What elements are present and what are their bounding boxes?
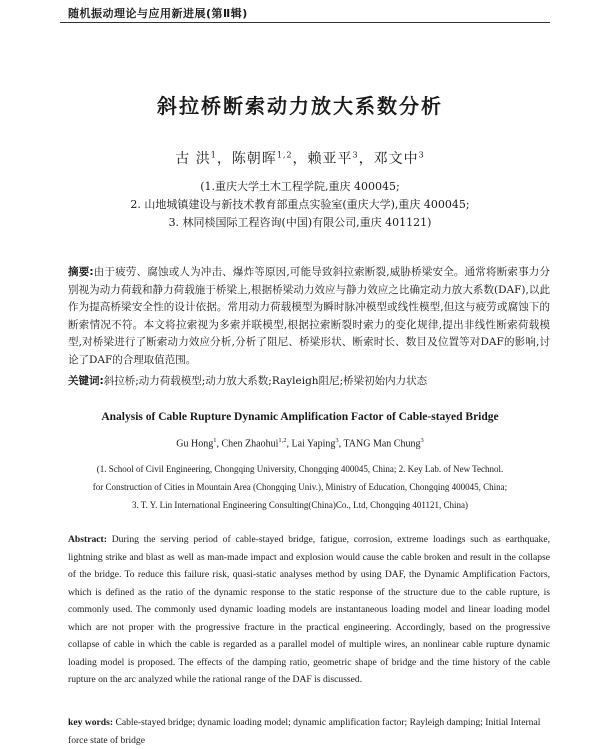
abstract-cn: [68, 264, 550, 370]
abstract-cn-label: 摘要:: [68, 266, 94, 278]
cn-author-affil-mark: 3: [352, 150, 359, 160]
en-author-affil-mark: 1: [213, 437, 217, 444]
cn-author-name: 赖亚平: [307, 151, 353, 167]
en-author-name: Gu Hong: [176, 438, 214, 450]
paper-title-en: Analysis of Cable Rupture Dynamic Amplification Factor of Cable-stayed Bridge: [101, 411, 499, 423]
keywords-en-text: Cable-stayed bridge; dynamic loading model; dynamic amplification factor; Rayleigh damping; Initial Internal force state of bridge: [68, 717, 541, 746]
abstract-en: [68, 531, 550, 689]
cn-author-affil-mark: 1,2: [276, 150, 293, 160]
cn-author-name: 陈朝晖: [231, 151, 277, 167]
en-author-name: Chen Zhaohui: [221, 438, 279, 450]
cn-author-affil-mark: 3: [418, 150, 425, 160]
affiliation-cn-1: (1.重庆大学土木工程学院,重庆 400045;: [200, 180, 400, 193]
abstract-en-text: During the serving period of cable-stayed bridge, fatigue, corrosion, extreme loadings such as earthquake, lightning strike and blast as well as man-made impact and explosion would cause the cable broken and result in the collapse of the bridge. To reduce this failure risk, quasi-static analyses method by using DAF, the Dynamic Amplification Factors, which is defined as the ratio of the dynamic response to the static response of the structure due to the cable rupture, is commonly used. The commonly used dynamic loading models are instantaneous loading model and linear loading model which are not proper with the progressive fracture in the practical engineering. Accordingly, based on the progressive collapse of cable in which the cable is regarded as a parallel model of multiple wires, an nonlinear cable rupture dynamic loading model is proposed. The effects of the damping ratio, geometric shape of bridge and the time history of the cable rupture on the arc analyzed while the rational range of the DAF is discussed.: [68, 534, 550, 685]
affiliation-en-3: 3. T. Y. Lin International Engineering Consulting(China)Co., Ltd, Chongqing 401121, China): [131, 500, 469, 510]
en-author-affil-mark: 3: [420, 437, 424, 444]
cn-author-separator: ，: [216, 151, 232, 167]
affiliation-en-2: for Construction of Cities in Mountain Area (Chongqing Univ.), Ministry of Education, Chongqing 400045, China;: [92, 482, 508, 492]
cn-author-name: 古 洪: [175, 151, 211, 167]
en-author-separator: ,: [286, 438, 292, 450]
en-author-separator: ,: [216, 438, 222, 450]
keywords-en-label: key words:: [68, 717, 114, 728]
cn-author-affil-mark: 1: [210, 150, 217, 160]
en-author-affil-mark: 1,2: [278, 437, 287, 444]
affiliation-cn-2: 2. 山地城镇建设与新技术教育部重点实验室(重庆大学),重庆 400045;: [130, 198, 470, 211]
en-author-name: Lai Yaping: [291, 438, 336, 450]
en-author-affil-mark: 3: [335, 437, 339, 444]
header-rule: [60, 22, 550, 23]
en-author-name: TANG Man Chung: [343, 438, 421, 450]
paper-title-cn: 斜拉桥断索动力放大系数分析: [157, 94, 443, 118]
keywords-cn: [68, 373, 550, 388]
abstract-en-label: Abstract:: [68, 534, 107, 545]
author-list-en: [0, 437, 600, 449]
cn-author-name: 邓文中: [373, 151, 419, 167]
en-author-separator: ,: [338, 438, 344, 450]
author-list-cn: [0, 148, 600, 168]
cn-author-separator: ，: [292, 151, 308, 167]
keywords-cn-text: 斜拉桥;动力荷载模型;动力放大系数;Rayleigh阻尼;桥梁初始内力状态: [103, 375, 428, 387]
keywords-cn-label: 关键词:: [68, 375, 104, 387]
running-header: 随机振动理论与应用新进展(第Ⅱ辑): [68, 7, 248, 20]
abstract-cn-text: 由于疲劳、腐蚀或人为冲击、爆炸等原因,可能导致斜拉索断裂,威胁桥梁安全。通常将断索事力分别视为动力荷载和静力荷载施于桥梁上,根据桥梁动力效应与静力效应之比确定动力放大系数(DAF),以此作为提高桥梁安全性的设计依据。常用动力荷载模型为瞬时脉冲模型或线性模型,但这与疲劳或腐蚀下的断索情况不符。本文将拉索视为多索并联模型,根据拉索断裂时索力的变化规律,提出非线性断索荷载模型,对桥梁进行了断索动力效应分析,分析了阻尼、桥梁形状、断索时长、数目及位置等对DAF的影响,讨论了DAF的合理取值范围。: [68, 266, 550, 366]
affiliation-cn-3: 3. 林同棪国际工程咨询(中国)有限公司,重庆 401121): [168, 216, 432, 229]
affiliation-en-1: (1. School of Civil Engineering, Chongqing University, Chongqing 400045, China; 2. Key Lab. of New Technol.: [96, 464, 504, 474]
cn-author-separator: ，: [358, 151, 374, 167]
keywords-en: [68, 714, 550, 749]
